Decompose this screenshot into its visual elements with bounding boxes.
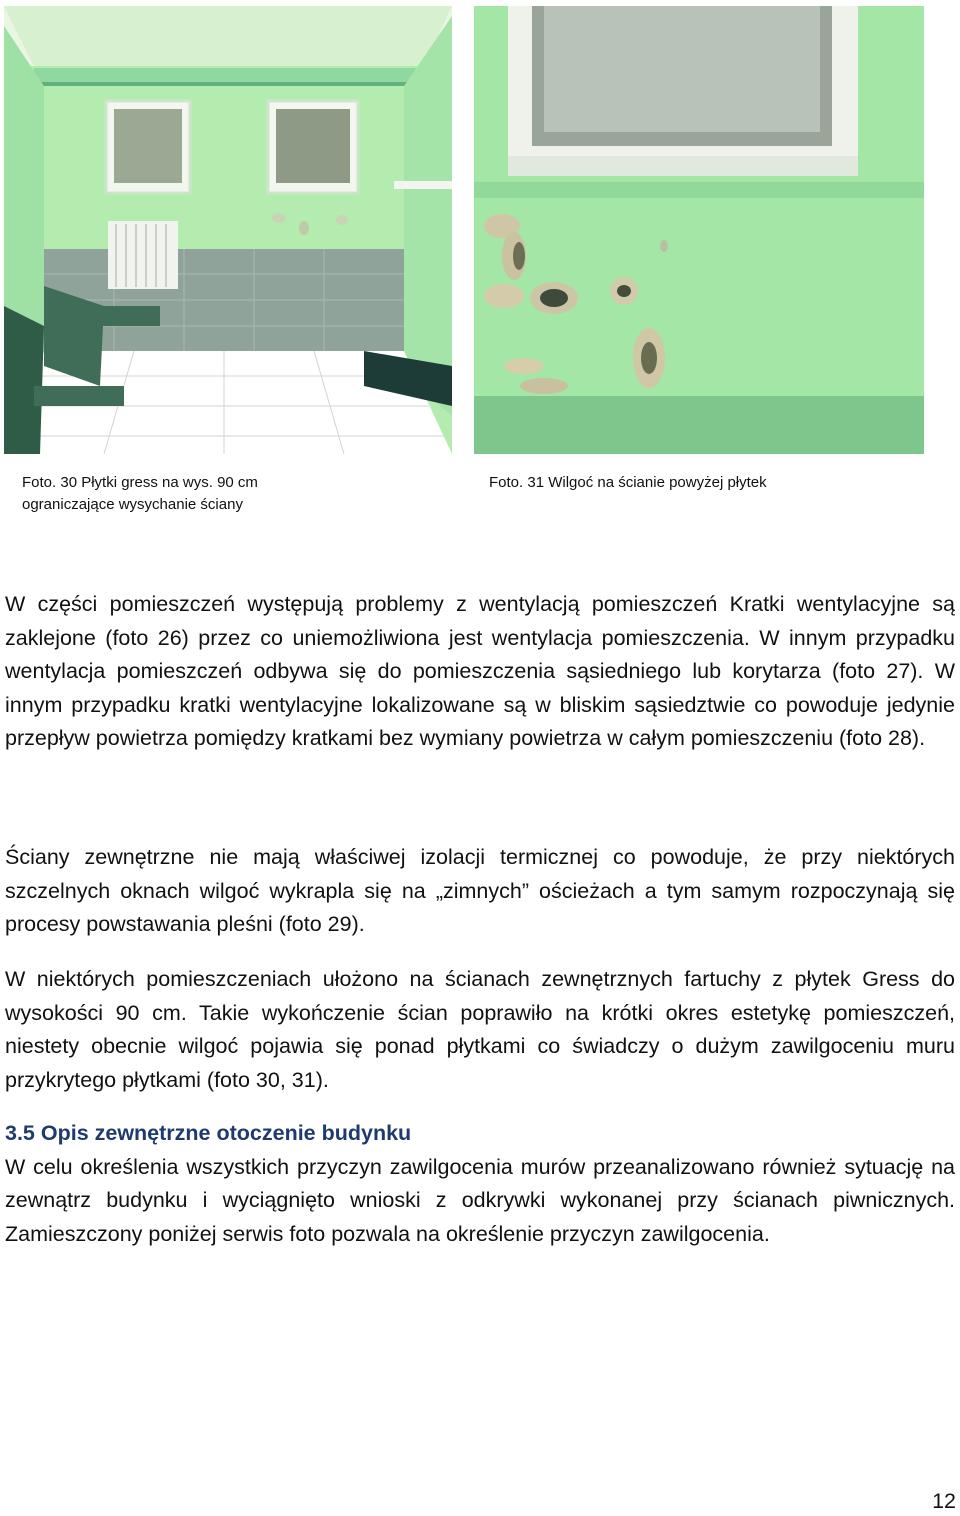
caption-line: ograniczające wysychanie ściany [22,496,243,512]
paragraph-tiles [5,963,955,1097]
page-number: 12 [932,1489,956,1513]
paragraph-text: Ściany zewnętrzne nie mają właściwej izolacji termicznej co powoduje, że przy niektórych szczelnych oknach wilgoć wykrapla się na „zimnych” ościeżach a tym samym rozpoczynają się procesy powstawania pleśni (foto 29). [5,845,955,936]
paragraph-insulation [5,841,955,942]
caption-line: Foto. 30 Płytki gress na wys. 90 cm [22,474,258,491]
photo-30-room-tiles [4,6,452,454]
section-heading: 3.5 Opis zewnętrzne otoczenie budynku [5,1121,412,1145]
paragraph-ventilation [5,588,955,756]
section-body: W celu określenia wszystkich przyczyn zawilgocenia murów przeanalizowano również sytuację na zewnątrz budynku i wyciągnięto wnioski z odkrywki wykonanej przy ścianach piwnicznych. Zamieszczony poniżej serwis foto pozwala na określenie przyczyn zawilgocenia. [5,1154,955,1246]
photo-31-damp-wall [474,6,924,454]
section-3-5 [5,1117,955,1251]
paragraph-text: W części pomieszczeń występują problemy z wentylacją pomieszczeń Kratki wentylacyjne są zaklejone (foto 26) przez co uniemożliwiona jest wentylacja pomieszczenia. W innym przypadku wentylacja pomieszczeń odbywa się do pomieszczenia sąsiedniego lub korytarza (foto 27). W innym przypadku kratki wentylacyjne lokalizowane są w bliskim sąsiedztwie co powoduje jedynie przepływ powietrza pomiędzy kratkami bez wymiany powietrza w całym pomieszczeniu (foto 28). [5,592,955,750]
paragraph-text: W niektórych pomieszczeniach ułożono na ścianach zewnętrznych fartuchy z płytek Gress do wysokości 90 cm. Takie wykończenie ścian poprawiło na krótki okres estetykę pomieszczeń, niestety obecnie wilgoć pojawia się ponad płytkami co świadczy o dużym zawilgoceniu muru przykrytego płytkami (foto 30, 31). [5,967,955,1092]
photo-31-caption: Foto. 31 Wilgoć na ścianie powyżej płytek [489,474,767,491]
photo-30-caption [22,472,322,512]
